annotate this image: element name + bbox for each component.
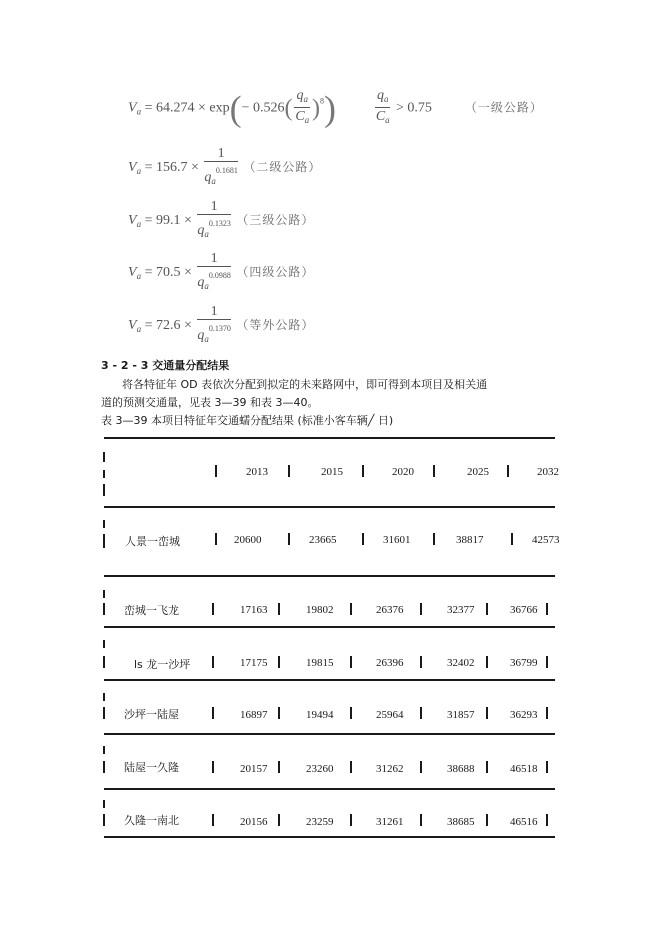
table-cell: 16897	[240, 709, 268, 721]
formula-other: $V_a = 72.6$ × $\frac{1}{q_a^{0.1370}}$ （等外公路）	[128, 304, 314, 348]
formula-lhs-sub: a	[136, 106, 142, 117]
header-year: 2013	[246, 466, 268, 478]
formula-power: 8	[319, 96, 324, 106]
header-year: 2032	[537, 466, 559, 478]
table-cell: 31601	[383, 534, 411, 546]
formula-grade3: $V_a = 99.1$ × $\frac{1}{q_a^{0.1323}}$ （三级公路）	[128, 199, 314, 243]
header-year: 2025	[467, 466, 489, 478]
table-rule	[104, 836, 555, 838]
table-cell: 31857	[447, 709, 475, 721]
formula-condition: > 0.75	[395, 100, 432, 116]
table-rule	[104, 506, 555, 508]
header-year: 2020	[392, 466, 414, 478]
formula-coef: = 99.1 ×	[144, 213, 192, 229]
formula-note: （一级公路）	[464, 100, 543, 115]
table-rule	[104, 437, 555, 439]
table-cell: 32402	[447, 657, 475, 669]
table-rule	[104, 679, 555, 681]
formula-note: （二级公路）	[243, 160, 322, 175]
row-label: 人景一峦城	[125, 535, 180, 548]
table-rule	[104, 788, 555, 790]
formula-coef: = 156.7 ×	[144, 160, 199, 176]
table-cell: 23665	[309, 534, 337, 546]
table-rule	[104, 575, 555, 577]
table-cell: 36766	[510, 604, 538, 616]
table-cell: 38817	[456, 534, 484, 546]
section-heading: 3 - 2 - 3 交通量分配结果	[101, 359, 230, 372]
table-cell: 20600	[234, 534, 262, 546]
formula-expr: = 64.274 × exp	[144, 100, 230, 116]
table-cell: 36799	[510, 657, 538, 669]
table-cell: 17163	[240, 604, 268, 616]
formula-grade2: $V_a = 156.7$ × $\frac{1}{q_a^{0.1681}}$ （二级公路）	[128, 146, 321, 190]
table-cell: 23259	[306, 816, 334, 828]
table-cell: 31262	[376, 763, 404, 775]
formula-lhs: V	[128, 100, 137, 116]
table-cell: 38688	[447, 763, 475, 775]
table-caption: 表 3—39 本项目特征年交通蠕分配结果 (标准小客车辆╱ 日)	[101, 414, 394, 427]
table-cell: 46518	[510, 763, 538, 775]
table-rule	[104, 733, 555, 735]
paragraph-line-1: 将各特征年 OD 表依次分配到拟定的未来路网中，即可得到本项目及相关通	[122, 378, 488, 391]
table-rule	[104, 626, 555, 628]
table-cell: 31261	[376, 816, 404, 828]
row-label: 峦城一飞龙	[124, 604, 179, 617]
formula-fraction: $\frac{1}{q_a^{0.0988}}$	[197, 251, 231, 291]
row-label: 陆屋一久隆	[124, 761, 179, 774]
table-cell: 46516	[510, 816, 538, 828]
formula-fraction: $\frac{q_a}{C_a}$	[295, 88, 310, 125]
formula-note: （等外公路）	[236, 318, 315, 333]
table-cell: 19815	[306, 657, 334, 669]
formula-grade1: $V_a = 64.274 \times \exp(- 0.526$( $\frac{q_a}{C_a}$ )$^8$) $\frac{q_a}{C_a}$ > 0.75 （一级公路）	[128, 88, 543, 129]
formula-coef: = 70.5 ×	[144, 265, 192, 281]
header-year: 2015	[321, 466, 343, 478]
table-cell: 19494	[306, 709, 334, 721]
formula-condition-fraction: $\frac{q_a}{C_a}$	[375, 88, 390, 125]
formula-note: （四级公路）	[236, 265, 315, 280]
table-cell: 20156	[240, 816, 268, 828]
table-cell: 42573	[532, 534, 560, 546]
formula-grade4: $V_a = 70.5$ × $\frac{1}{q_a^{0.0988}}$ （四级公路）	[128, 251, 314, 295]
table-cell: 36293	[510, 709, 538, 721]
formula-fraction: $\frac{1}{q_a^{0.1323}}$	[197, 199, 231, 239]
formula-fraction: $\frac{1}{q_a^{0.1681}}$	[204, 146, 238, 186]
formula-note: （三级公路）	[236, 213, 315, 228]
table-cell: 19802	[306, 604, 334, 616]
table-cell: 38685	[447, 816, 475, 828]
paragraph-line-2: 道的预测交通量，见表 3—39 和表 3—40。	[101, 396, 319, 409]
row-label: ls 龙一沙坪	[134, 658, 191, 671]
row-label: 沙坪一陆屋	[124, 708, 179, 721]
row-label: 久隆一南北	[124, 814, 179, 827]
table-cell: 25964	[376, 709, 404, 721]
table-cell: 23260	[306, 763, 334, 775]
formula-coef: = 72.6 ×	[144, 318, 192, 334]
table-cell: 17175	[240, 657, 268, 669]
table-cell: 26396	[376, 657, 404, 669]
table-cell: 26376	[376, 604, 404, 616]
formula-fraction: $\frac{1}{q_a^{0.1370}}$	[197, 304, 231, 344]
formula-inner: − 0.526	[241, 100, 285, 116]
table-cell: 32377	[447, 604, 475, 616]
table-cell: 20157	[240, 763, 268, 775]
